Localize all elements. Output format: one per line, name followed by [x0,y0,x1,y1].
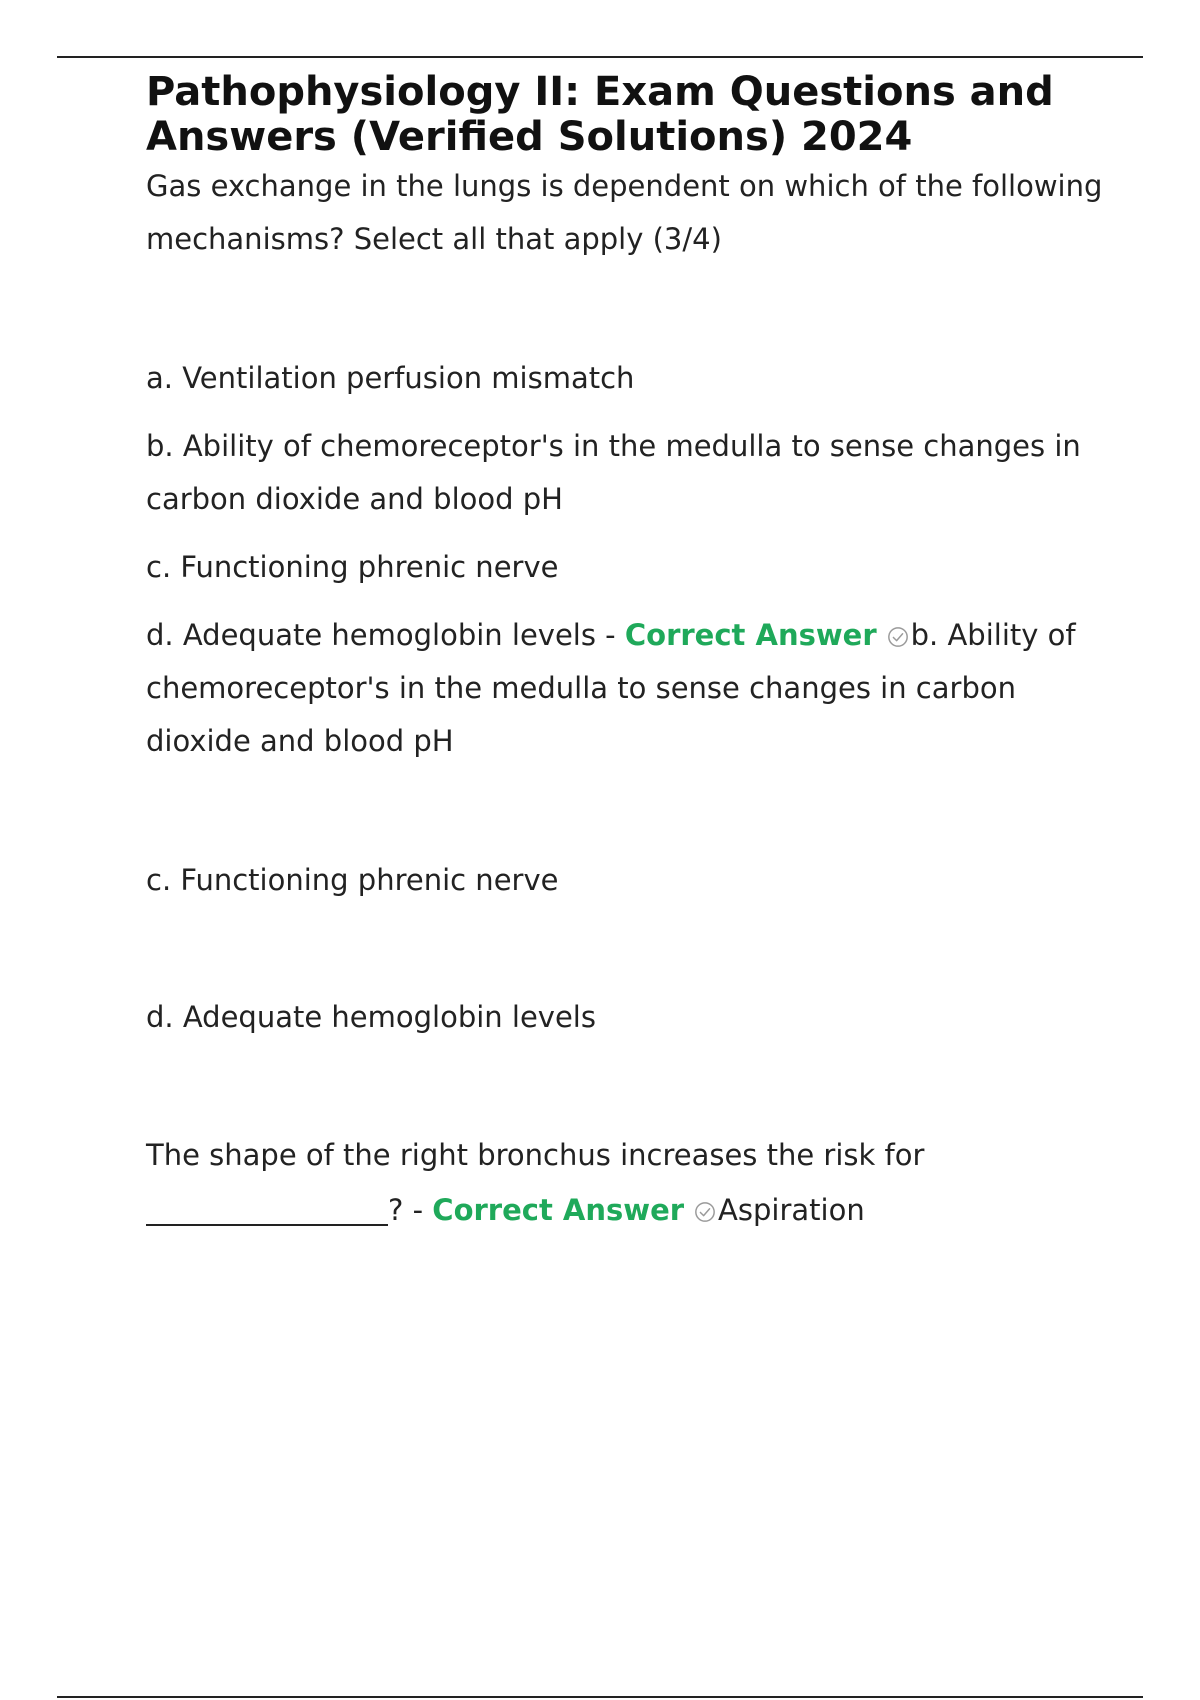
option-d-with-answer [146,609,1106,768]
option-a: a. Ventilation perfusion mismatch [146,361,635,395]
top-rule [57,56,1143,58]
option-c: c. Functioning phrenic nerve [146,550,559,584]
document-body [146,70,1106,1238]
correct-answer-label-2: Correct Answer [432,1193,685,1227]
correct-answer-label: Correct Answer [624,618,877,652]
bottom-rule [57,1696,1143,1698]
answer-separator: - [595,618,625,652]
question-1-prompt: Gas exchange in the lungs is dependent on which of the following mechanisms? Select all that apply (3/4) [146,169,1103,256]
check-circle-icon [887,626,909,648]
answer-b: b. Ability of chemoreceptor's in the medulla to sense changes in carbon dioxide and blood pH [146,618,1076,758]
fill-in-blank [146,1194,388,1226]
document-title: Pathophysiology II: Exam Questions and Answers (Verified Solutions) 2024 [146,69,1054,160]
check-circle-icon [694,1201,716,1223]
question-2-answer: Aspiration [718,1193,865,1227]
answer-c: c. Functioning phrenic nerve [146,863,559,897]
option-d: d. Adequate hemoglobin levels [146,618,596,652]
question-2-suffix: ? - [388,1193,433,1227]
question-2-prompt: The shape of the right bronchus increases the risk for [146,1138,925,1172]
question-2 [146,1128,1106,1238]
answer-d: d. Adequate hemoglobin levels [146,1000,596,1034]
option-b: b. Ability of chemoreceptor's in the medulla to sense changes in carbon dioxide and blood pH [146,429,1081,516]
